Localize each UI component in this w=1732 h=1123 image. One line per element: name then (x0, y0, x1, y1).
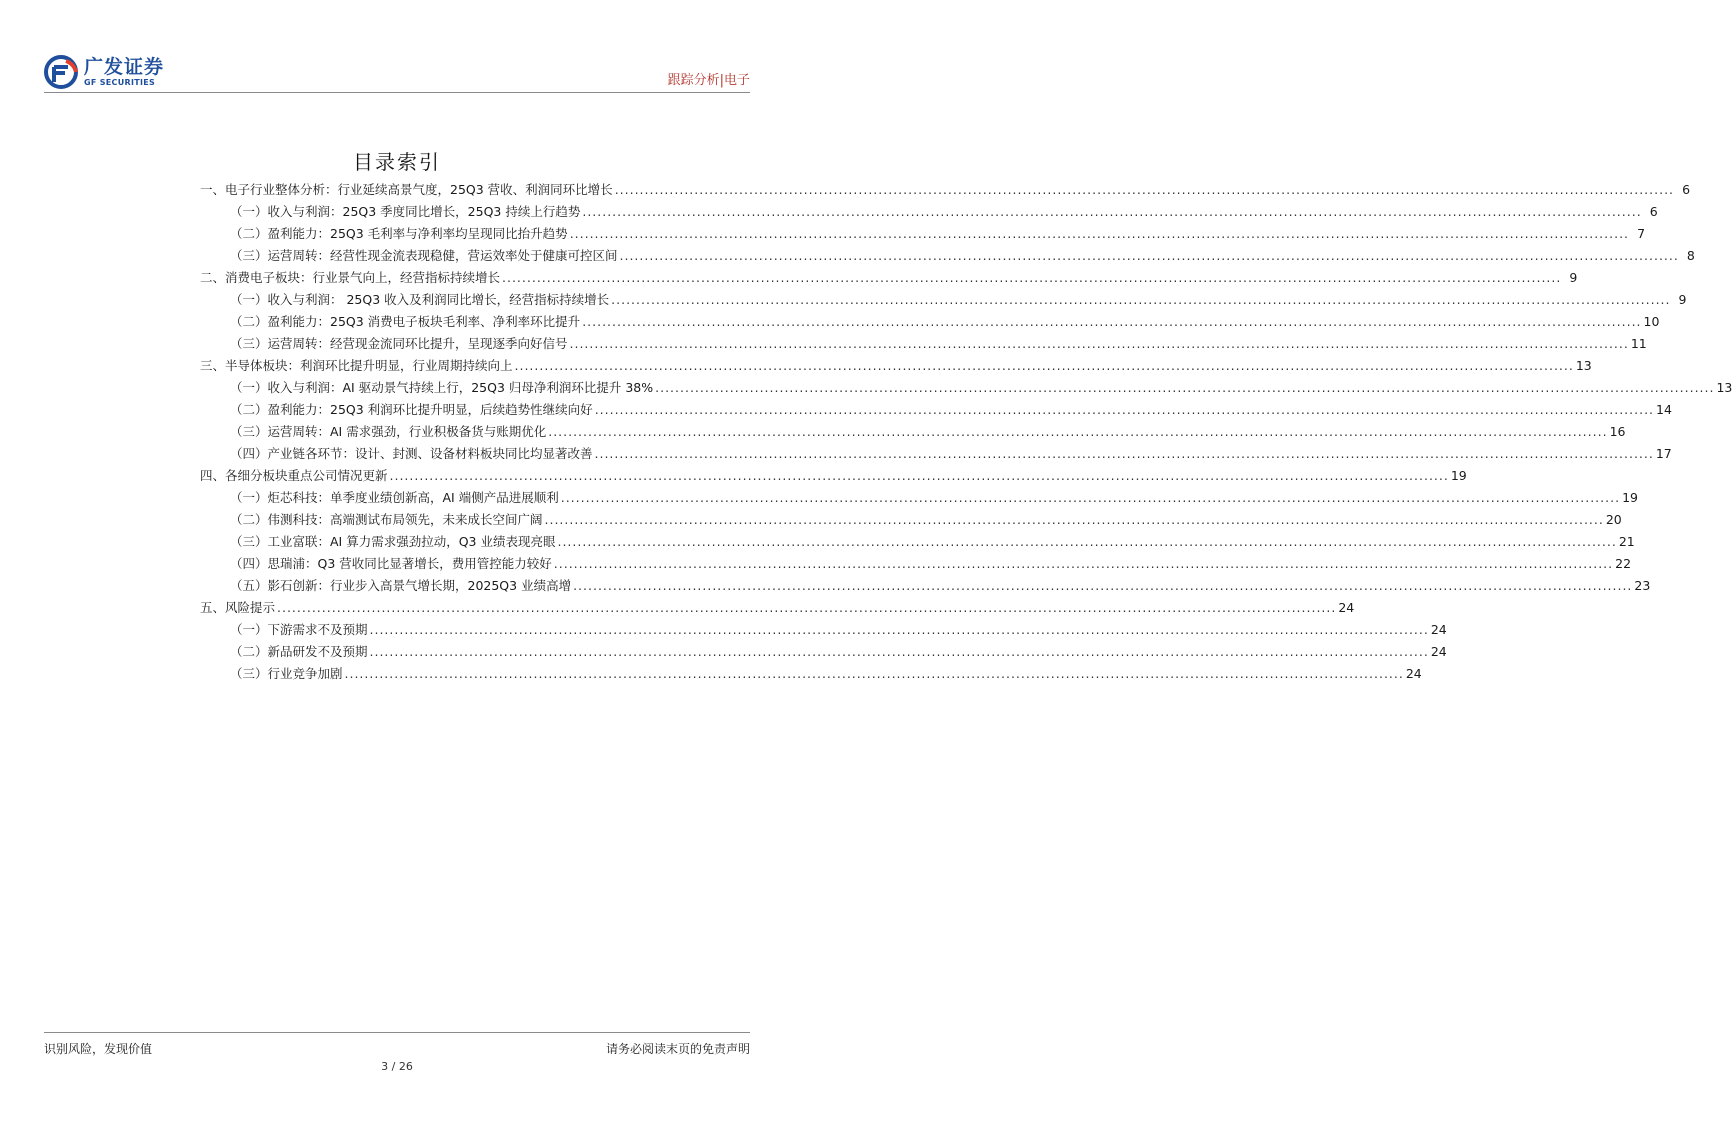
toc-leader-dots (655, 378, 1714, 398)
toc-entry[interactable] (230, 312, 1660, 332)
toc-entry-page: 19 (1450, 468, 1467, 483)
toc-entry-page: 24 (1405, 666, 1422, 681)
toc-entry-text: （二）盈利能力：25Q3 利润环比提升明显，后续趋势性继续向好 (230, 402, 593, 417)
toc-leader-dots (611, 290, 1670, 310)
toc-entry-page: 17 (1655, 446, 1672, 461)
toc-entry[interactable] (230, 642, 1447, 662)
toc-leader-dots (554, 554, 1613, 574)
toc-entry-text: （一）下游需求不及预期 (230, 622, 368, 637)
toc-entry-page: 13 (1575, 358, 1592, 373)
toc-entry-text: （三）行业竞争加剧 (230, 666, 343, 681)
toc-entry[interactable] (230, 290, 1687, 310)
toc-leader-dots (277, 598, 1336, 618)
toc-leader-dots (570, 334, 1629, 354)
toc-entry[interactable] (230, 202, 1658, 222)
toc-entry-text: 四、各细分板块重点公司情况更新 (200, 468, 388, 483)
toc-entry-text: （五）影石创新：行业步入高景气增长期，2025Q3 业绩高增 (230, 578, 572, 593)
report-section-label: 跟踪分析|电子 (667, 73, 750, 88)
toc-entry-text: （二）盈利能力：25Q3 毛利率与净利率均呈现同比抬升趋势 (230, 226, 568, 241)
toc-entry-page: 8 (1686, 248, 1695, 263)
toc-entry-page: 11 (1630, 336, 1647, 351)
toc-entry-page: 24 (1430, 644, 1447, 659)
toc-leader-dots (561, 488, 1620, 508)
toc-entry-page: 20 (1605, 512, 1622, 527)
toc-entry-text: （三）运营周转：经营性现金流表现稳健，营运效率处于健康可控区间 (230, 248, 618, 263)
page-header (44, 52, 750, 92)
toc-entry[interactable] (230, 554, 1632, 574)
toc-entry[interactable] (200, 598, 1355, 618)
toc-title: 目录索引 (353, 150, 441, 174)
toc-leader-dots (615, 180, 1674, 200)
toc-entry-text: 五、风险提示 (200, 600, 276, 615)
toc-entry-text: （四）思瑞浦：Q3 营收同比显著增长，费用管控能力较好 (230, 556, 552, 571)
toc-leader-dots (573, 576, 1632, 596)
toc-entry[interactable] (200, 268, 1578, 288)
toc-entry-page: 7 (1637, 226, 1646, 241)
toc-leader-dots (502, 268, 1561, 288)
toc-entry[interactable] (200, 466, 1467, 486)
footer-divider (44, 1032, 750, 1033)
toc-entry-page: 6 (1682, 182, 1691, 197)
toc-entry-page: 6 (1649, 204, 1658, 219)
toc-entry-page: 16 (1609, 424, 1626, 439)
toc-entry[interactable] (230, 532, 1635, 552)
toc-entry[interactable] (230, 400, 1672, 420)
toc-entry[interactable] (230, 444, 1672, 464)
toc-entry[interactable] (200, 180, 1691, 200)
toc-entry-page: 21 (1618, 534, 1635, 549)
toc-entry[interactable] (230, 378, 1732, 398)
toc-entry[interactable] (200, 356, 1592, 376)
toc-entry-text: 一、电子行业整体分析：行业延续高景气度，25Q3 营收、利润同环比增长 (200, 182, 613, 197)
toc-leader-dots (582, 202, 1641, 222)
page-number: 3 / 26 (381, 1060, 413, 1073)
footer-slogan: 识别风险，发现价值 (44, 1042, 153, 1056)
toc-entry-page: 14 (1656, 402, 1672, 417)
toc-entry-text: 二、消费电子板块：行业景气向上，经营指标持续增长 (200, 270, 501, 285)
toc-entry-page: 24 (1430, 622, 1447, 637)
toc-entry-page: 23 (1634, 578, 1651, 593)
toc-entry-text: （一）炬芯科技：单季度业绩创新高，AI 端侧产品进展顺利 (230, 490, 559, 505)
toc-entry-text: （一）收入与利润： 25Q3 收入及利润同比增长，经营指标持续增长 (230, 292, 610, 307)
toc-leader-dots (370, 620, 1429, 640)
toc-entry-page: 13 (1716, 380, 1732, 395)
toc-entry[interactable] (230, 664, 1422, 684)
toc-entry[interactable] (230, 576, 1651, 596)
toc-entry-text: （三）运营周转：经营现金流同环比提升，呈现逐季向好信号 (230, 336, 568, 351)
toc-entry-page: 19 (1622, 490, 1638, 505)
toc-entry[interactable] (230, 620, 1447, 640)
toc-leader-dots (515, 356, 1574, 376)
toc-entry-text: （三）工业富联：AI 算力需求强劲拉动，Q3 业绩表现亮眼 (230, 534, 556, 549)
toc-entry-page: 9 (1569, 270, 1578, 285)
toc-entry[interactable] (230, 510, 1622, 530)
toc-entry-text: （二）盈利能力：25Q3 消费电子板块毛利率、净利率环比提升 (230, 314, 581, 329)
toc-entry[interactable] (230, 246, 1695, 266)
toc-entry-text: （三）运营周转：AI 需求强劲，行业积极备货与账期优化 (230, 424, 547, 439)
toc-leader-dots (620, 246, 1679, 266)
toc-entry[interactable] (230, 334, 1647, 354)
gf-logo-icon (44, 55, 78, 89)
toc-entry[interactable] (230, 224, 1646, 244)
toc-leader-dots (390, 466, 1449, 486)
logo-english-name: GF SECURITIES (84, 77, 156, 87)
toc-entry-text: （四）产业链各环节：设计、封测、设备材料板块同比均显著改善 (230, 446, 593, 461)
toc-entry-text: （二）新品研发不及预期 (230, 644, 368, 659)
toc-leader-dots (548, 422, 1607, 442)
toc-entry[interactable] (230, 488, 1638, 508)
toc-entry-page: 9 (1678, 292, 1687, 307)
toc-leader-dots (595, 444, 1654, 464)
header-divider (44, 92, 750, 93)
toc-entry-page: 10 (1643, 314, 1660, 329)
toc-leader-dots (595, 400, 1654, 420)
toc-entry-text: 三、半导体板块：利润环比提升明显，行业周期持续向上 (200, 358, 513, 373)
toc-entry-page: 22 (1615, 556, 1632, 571)
toc-entry-text: （二）伟测科技：高端测试布局领先，未来成长空间广阔 (230, 512, 543, 527)
toc-leader-dots (345, 664, 1404, 684)
toc-leader-dots (545, 510, 1604, 530)
toc-leader-dots (570, 224, 1629, 244)
toc-leader-dots (582, 312, 1641, 332)
footer-disclaimer-note: 请务必阅读末页的免责声明 (605, 1042, 750, 1056)
toc-entry-page: 24 (1338, 600, 1355, 615)
toc-leader-dots (557, 532, 1616, 552)
toc-entry-text: （一）收入与利润：AI 驱动景气持续上行，25Q3 归母净利润环比提升 38% (230, 380, 654, 395)
toc-leader-dots (370, 642, 1429, 662)
toc-entry[interactable] (230, 422, 1626, 442)
logo-chinese-name: 广发证券 (84, 55, 165, 78)
company-logo (44, 52, 164, 92)
toc-entry-text: （一）收入与利润：25Q3 季度同比增长，25Q3 持续上行趋势 (230, 204, 581, 219)
